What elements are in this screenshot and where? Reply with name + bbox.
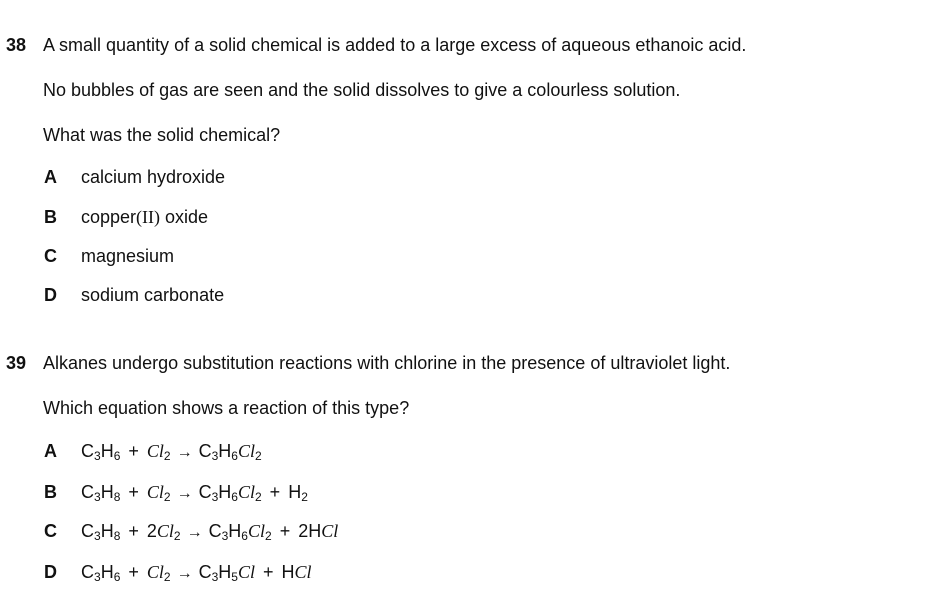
question-stem-line-1: Alkanes undergo substitution reactions with chlorine in the presence of ultraviolet light.	[43, 353, 731, 373]
option-letter: A	[44, 441, 57, 461]
question-number: 39	[6, 353, 27, 373]
option-letter: B	[44, 482, 57, 502]
question-stem-line-2: No bubbles of gas are seen and the solid dissolves to give a colourless solution.	[43, 80, 681, 100]
option-letter: D	[44, 285, 57, 305]
option-text-part: copper	[81, 207, 137, 227]
option-letter: D	[44, 562, 57, 582]
equation: $C_3H_6 + Cl_2 \to C_3H_5Cl$ + HCl	[81, 562, 312, 584]
question-prompt: What was the solid chemical?	[43, 125, 281, 145]
option-letter: C	[44, 246, 57, 266]
equation: $C_3H_8 + 2Cl_2 \to C_3H_6Cl_2 + 2HCl$	[81, 521, 339, 543]
option-letter: A	[44, 167, 57, 187]
option-letter: B	[44, 207, 57, 227]
question-prompt: Which equation shows a reaction of this type?	[43, 398, 410, 418]
roman-numeral: (II)	[136, 207, 161, 227]
option-letter: C	[44, 521, 57, 541]
equation: $C_3H_6 + Cl_2 \to C_3H_6Cl_2$	[81, 441, 262, 463]
option-text-part: oxide	[160, 207, 209, 227]
option-text	[81, 207, 208, 228]
option-text: sodium carbonate	[81, 285, 225, 305]
question-stem-line-1: A small quantity of a solid chemical is added to a large excess of aqueous ethanoic acid.	[43, 35, 747, 55]
option-text: magnesium	[81, 246, 175, 266]
question-number: 38	[6, 35, 27, 55]
equation: $C_3H_8 + Cl_2 \to C_3H_6Cl_2 + H_2$	[81, 482, 308, 504]
option-text: calcium hydroxide	[81, 167, 226, 187]
